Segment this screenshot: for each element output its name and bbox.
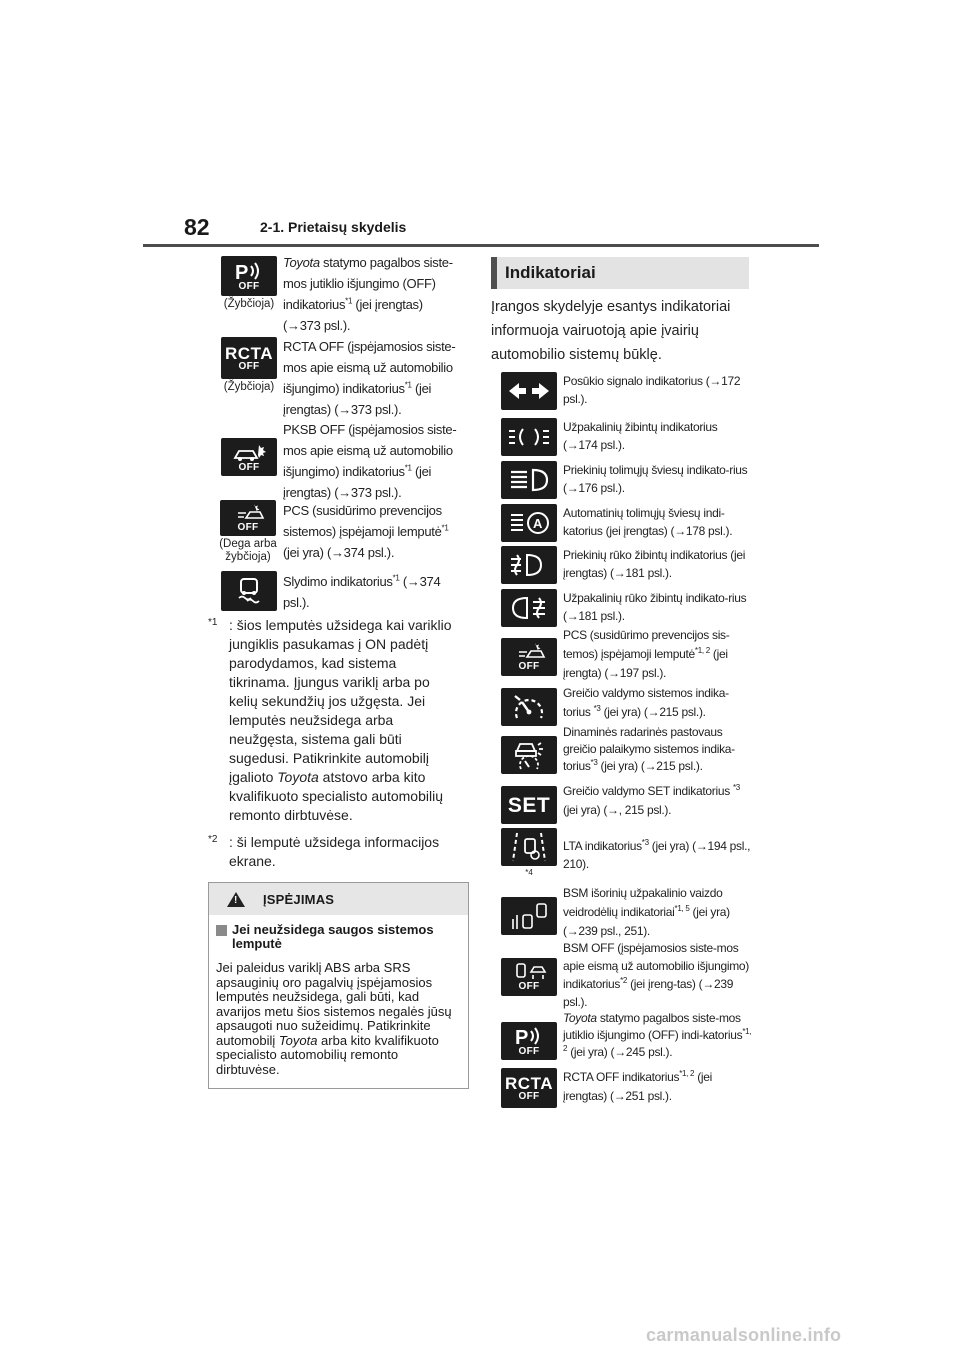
rcta-off-icon [221, 337, 277, 379]
indicators-heading [491, 257, 749, 289]
pcs-warning-icon [220, 500, 276, 536]
desc-text-after: (jei yra) (→194 psl., 210). [563, 839, 751, 871]
indicator-lta [501, 828, 753, 877]
footnote-ref: *1, 2 [563, 1027, 752, 1053]
indicator-description [283, 336, 463, 420]
warning-title: ĮSPĖJIMAS [263, 891, 335, 907]
footnote-1 [208, 616, 458, 825]
page-number: 82 [184, 214, 210, 240]
front-fog-light-icon [501, 546, 557, 584]
desc-text-after: (jei įrengtas) (→251 psl.). [563, 1070, 712, 1103]
desc-text: PCS (susidūrimo prevencijos sistemos) įspėjamoji lemputė [283, 503, 442, 539]
indicator-description: Užpakalinių žibintų indikatorius (→174 psl.). [563, 420, 718, 452]
desc-text-after: (jei yra) (→215 psl.). [600, 705, 706, 719]
footnote-text: : šios lemputės užsidega kai variklio jungiklis pasukamas į ON padėtį parodydamos, kad sistema tikrinama. Įjungus variklį arba po kelių sekundžių jos užgęsta. Jei lemputės neužsidega arba neužgęsta, sistema gali būti sugedusi. Patikrinkite automobilį įgalioto [229, 617, 452, 785]
indicator-description: Posūkio signalo indikatorius (→172 psl.). [563, 374, 741, 406]
icon-label-off: OFF [518, 1046, 540, 1057]
indicator-cruise-control [501, 684, 753, 726]
indicator-description [283, 500, 463, 563]
footnote-2 [208, 833, 458, 871]
brand-name: Toyota [283, 255, 320, 270]
footnote-ref: *1, 2 [679, 1069, 695, 1078]
indicator-tail-light [501, 418, 753, 456]
indicator-caption: *4 [525, 868, 533, 877]
indicator-description [563, 1068, 753, 1106]
footnote-ref: *2 [620, 976, 628, 985]
brand-name: Toyota [277, 769, 319, 785]
indicator-bsm-mirror [501, 884, 753, 941]
indicator-description [563, 626, 753, 683]
indicator-rear-fog [501, 589, 753, 627]
footnote-ref: *3 [590, 758, 598, 767]
desc-text: RCTA OFF indikatorius [563, 1070, 680, 1084]
warning-triangle-icon [227, 892, 245, 907]
left-indicator-slip [219, 571, 463, 613]
heading-bar [491, 257, 497, 289]
footnote-body [208, 616, 458, 825]
indicator-turn-signal [501, 372, 753, 410]
left-indicator-pcs [217, 500, 463, 564]
icon-label-set: SET [507, 793, 551, 817]
desc-text-after: (jei yra) (→, 215 psl.). [563, 803, 672, 817]
bullet-square-icon [216, 925, 227, 936]
cruise-control-icon [501, 688, 557, 726]
indicator-auto-high-beam [501, 504, 753, 542]
desc-text-after: (jei yra) (→245 psl.). [567, 1045, 673, 1059]
desc-text-after: (jei įrengtas) (→373 psl.). [283, 464, 432, 500]
desc-text-after: (jei įrengtas) (→373 psl.). [283, 381, 432, 417]
icon-label-off: OFF [238, 281, 260, 292]
indicator-front-fog [501, 546, 753, 584]
indicator-description [563, 1010, 753, 1061]
indicator-description: Priekinių tolimųjų šviesų indikato-rius (→176 psl.). [563, 463, 748, 495]
desc-text: BSM OFF (įspėjamosios siste-mos apie eismą už automobilio išjungimo) indikatorius [563, 941, 749, 991]
footnote-text: : ši lemputė užsidega informacijos ekrane. [229, 834, 440, 869]
footnote-ref: *1 [441, 523, 449, 533]
footnote-text-after: atstovo arba kito kvalifikuoto specialisto automobilių remonto dirbtuvėse. [229, 769, 443, 823]
indicator-description: Automatinių tolimųjų šviesų indi-katorius (jei įrengtas) (→178 psl.). [563, 506, 733, 538]
desc-text-after: (jei įrengtas) (→373 psl.). [283, 297, 423, 333]
warning-text-after: arba kito kvalifikuoto specialisto automobilių remonto dirbtuvėse. [216, 1032, 439, 1077]
bsm-off-icon [501, 958, 557, 996]
desc-text: LTA indikatorius [563, 839, 642, 853]
warning-text: Jei paleidus variklį ABS arba SRS apsauginių oro pagalvių įspėjamosios lemputės neužsidega, gali būti, kad avarijos metu šios sistemos negalės jūsų apsaugoti nuo sužeidimų. Patikrinkite automobilį [216, 960, 452, 1048]
footnote-ref: *3 [641, 838, 649, 847]
indicator-description [563, 684, 753, 722]
parking-sensor-off-icon [221, 256, 277, 296]
icon-label-rcta: RCTA [505, 1073, 553, 1093]
indicator-description [563, 837, 753, 873]
indicator-parking-sensor-off-right [501, 1010, 753, 1061]
warning-header [209, 883, 468, 915]
indicator-caption: (Dega arba žybčioja) [219, 538, 277, 563]
section-title: 2-1. Prietaisų skydelis [260, 219, 407, 235]
desc-text-after: (jei yra) (→374 psl.). [283, 545, 395, 560]
rcta-off-icon [501, 1068, 557, 1108]
icon-label-off: OFF [238, 360, 260, 372]
left-indicator-rcta-off [219, 337, 463, 420]
auto-high-beam-icon [501, 504, 557, 542]
desc-text-after: (jei įreng-tas) (→239 psl.). [563, 977, 734, 1009]
footnote-ref: *1 [345, 296, 353, 306]
indicator-description [563, 884, 753, 941]
warning-paragraph [216, 961, 461, 1077]
desc-text-after: (jei yra) (→239 psl., 251). [563, 905, 730, 938]
brand-name: Toyota [563, 1011, 597, 1025]
indicator-pcs-right [501, 626, 753, 683]
desc-text-after: (jei yra) (→215 psl.). [597, 759, 703, 773]
tail-light-icon [501, 418, 557, 456]
desc-text: PKSB OFF (įspėjamosios siste-mos apie eismą už automobilio išjungimo) indikatorius [283, 422, 457, 479]
indicator-dynamic-radar-cruise [501, 724, 753, 775]
desc-text: Slydimo indikatorius [283, 574, 393, 589]
rear-fog-light-icon [501, 589, 557, 627]
pcs-warning-icon [501, 638, 557, 676]
turn-signal-icon [501, 372, 557, 410]
indicator-rcta-off-right [501, 1068, 753, 1108]
footnote-ref: *1 [404, 463, 412, 473]
desc-text: Dinaminės radarinės pastovaus greičio palaikymo sistemos indika-torius [563, 725, 735, 773]
indicator-description [283, 571, 463, 613]
warning-box [208, 882, 469, 1089]
indicator-description: Užpakalinių rūko žibintų indikato-rius (→181 psl.). [563, 591, 747, 623]
footnote-mark: *1 [208, 617, 218, 628]
desc-text: statymo pagalbos siste-mos jutiklio išjungimo (OFF) indikatorius [283, 255, 453, 312]
icon-label-off: OFF [518, 661, 540, 672]
footnote-ref: *3 [732, 783, 740, 792]
pksb-off-icon [221, 438, 277, 476]
desc-text: PCS (susidūrimo prevencijos sis-temos) įspėjamoji lemputė [563, 628, 730, 661]
footnote-ref: *3 [593, 704, 601, 713]
slip-indicator-icon [221, 571, 277, 611]
dynamic-radar-cruise-icon [501, 736, 557, 774]
header-rule [143, 244, 819, 247]
indicator-description [563, 724, 753, 775]
icon-label-off: OFF [518, 981, 540, 992]
warning-subheading-text: Jei neužsidega saugos sistemos lemputė [232, 922, 434, 951]
watermark: carmanualsonline.info [646, 1325, 842, 1345]
icon-label-off: OFF [518, 1090, 540, 1102]
set-indicator-icon [501, 786, 557, 824]
footnote-ref: *1, 5 [674, 904, 690, 913]
indicator-description [283, 419, 463, 503]
desc-text: Greičio valdymo sistemos indika-torius [563, 686, 729, 719]
svg-text:A: A [533, 516, 543, 531]
footnote-ref: *1 [404, 380, 412, 390]
footnote-ref: *1, 2 [694, 646, 710, 655]
heading-text: Indikatoriai [505, 263, 596, 282]
indicator-caption: (Žybčioja) [223, 298, 275, 310]
indicator-caption: (Žybčioja) [223, 381, 275, 393]
warning-subheading [216, 923, 461, 951]
indicator-bsm-off [501, 939, 753, 1011]
parking-sensor-off-icon [501, 1022, 557, 1060]
warning-body [209, 915, 468, 1077]
desc-text: statymo pagalbos siste-mos jutiklio išjungimo (OFF) indi-katorius [563, 1011, 743, 1042]
left-indicator-parking-sensor-off [219, 256, 463, 336]
desc-text: BSM išorinių užpakalinio vaizdo veidrodėlių indikatoriai [563, 886, 723, 919]
left-indicator-pksb-off [219, 418, 463, 503]
desc-text-after: (jei įrengta) (→197 psl.). [563, 647, 728, 680]
desc-text-after: (→374 psl.). [283, 574, 441, 610]
lta-icon [501, 828, 557, 866]
indicator-description: Priekinių rūko žibintų indikatorius (jei įrengtas) (→181 psl.). [563, 548, 746, 580]
high-beam-icon [501, 461, 557, 499]
icon-label-off: OFF [237, 522, 259, 533]
indicator-description [563, 939, 753, 1011]
indicator-high-beam [501, 461, 753, 499]
svg-text:P: P [515, 1027, 529, 1047]
icon-label-rcta: RCTA [225, 343, 273, 363]
bsm-mirror-icon [501, 897, 557, 935]
svg-text:P: P [235, 262, 249, 282]
brand-name: Toyota [278, 1032, 318, 1048]
desc-text: RCTA OFF (įspėjamosios siste-mos apie eismą už automobilio išjungimo) indikatorius [283, 339, 456, 396]
indicator-description [563, 782, 753, 820]
indicators-intro: Įrangos skydelyje esantys indikatoriai informuoja vairuotoją apie įvairių automobilio sistemų būklę. [491, 299, 731, 363]
indicator-set [501, 782, 753, 824]
icon-label-off: OFF [238, 462, 260, 473]
indicator-description [283, 252, 463, 336]
desc-text: Greičio valdymo SET indikatorius [563, 784, 733, 798]
footnote-mark: *2 [208, 834, 218, 845]
footnote-ref: *1 [392, 573, 400, 583]
